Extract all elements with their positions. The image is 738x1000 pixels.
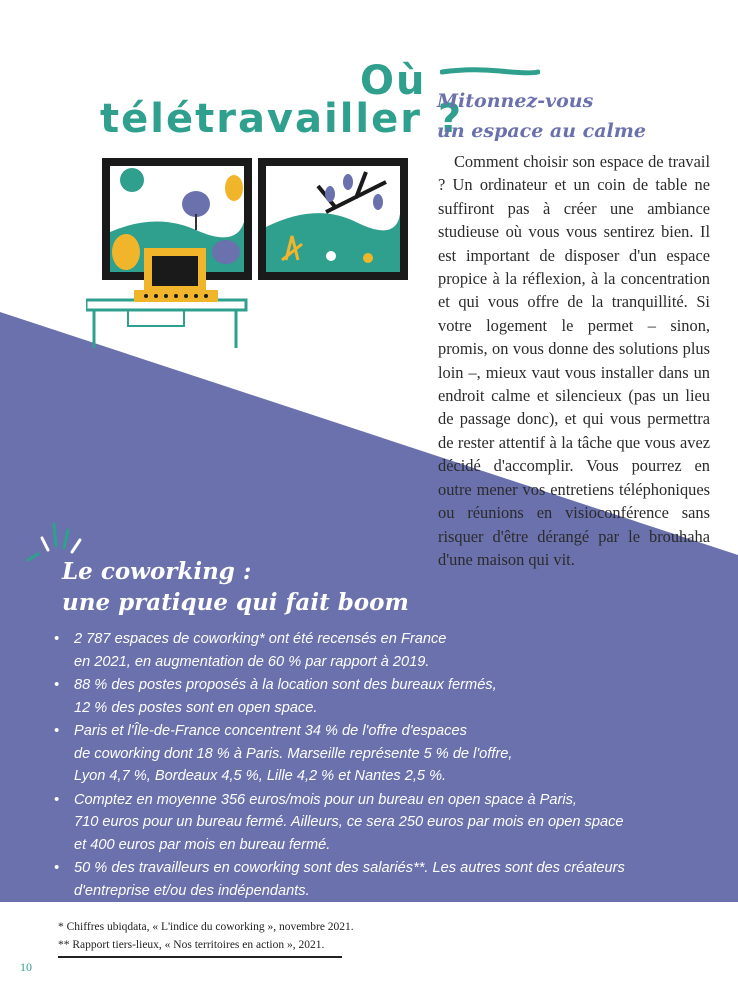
page-number: 10 xyxy=(20,960,32,974)
list-item xyxy=(54,857,694,902)
workspace-illustration xyxy=(86,152,416,352)
list-item-line: d'entreprise et/ou des indépendants. xyxy=(74,882,310,899)
footnotes xyxy=(58,918,354,954)
list-item-line: Lyon 4,7 %, Bordeaux 4,5 %, Lille 4,2 % et Nantes 2,5 %. xyxy=(74,768,447,784)
body-text: Comment choisir son espace de travail ? Un ordinateur et un coin de table ne suffiront pas à créer une ambiance studieuse où vous vous sentirez bien. Il est important de disposer d'un espace propice à la réflexion, à la concentration et qui vous offre de la tranquillité. Si votre logement le permet – sinon, promis, on vous donne des solutions plus loin –, mieux vaut vous installer dans un endroit calme et silencieux (pas un lieu de passage donc), et qui vous permettra de rester attentif à la tâche que vous avez décidé d'accomplir. Vous pourrez en outre mener vos entretiens téléphoniques ou réunions en visioconférence sans risquer d'être dérangé par le brouhaha d'une maison qui vit. xyxy=(438,152,710,569)
list-item xyxy=(54,674,694,719)
list-item xyxy=(54,789,694,857)
list-item-line: et 400 euros par mois en bureau fermé. xyxy=(74,836,331,853)
list-item-line: 12 % des postes sont en open space. xyxy=(74,699,318,716)
list-item-line: 2 787 espaces de coworking* ont été recensés en France xyxy=(74,631,447,647)
section-subheading xyxy=(437,86,717,146)
list-item-line: en 2021, en augmentation de 60 % par rapport à 2019. xyxy=(74,653,430,670)
page-title-line1: Où xyxy=(360,58,427,104)
bullet-icon: • xyxy=(54,860,60,876)
subheading-line2: un espace au calme xyxy=(437,120,646,142)
page-title-line2: télétravailler ? xyxy=(100,96,464,142)
bullet-icon: • xyxy=(54,723,60,739)
list-item xyxy=(54,720,694,788)
coworking-title xyxy=(62,556,409,618)
footnote-1: * Chiffres ubiqdata, « L'indice du coworking », novembre 2021. xyxy=(58,921,354,933)
list-item-line: Comptez en moyenne 356 euros/mois pour un bureau en open space à Paris, xyxy=(74,791,577,808)
footnote-2: ** Rapport tiers-lieux, « Nos territoires en action », 2021. xyxy=(58,939,325,951)
coworking-bullet-list xyxy=(54,628,694,903)
list-item-line: de coworking dont 18 % à Paris. Marseille représente 5 % de l'offre, xyxy=(74,745,513,762)
footnote-divider xyxy=(58,956,342,958)
coworking-title-line2: une pratique qui fait boom xyxy=(62,589,409,616)
bullet-icon: • xyxy=(54,791,60,808)
bullet-icon: • xyxy=(54,677,60,693)
list-item-line: 88 % des postes proposés à la location sont des bureaux fermés, xyxy=(74,677,497,693)
body-paragraph xyxy=(438,150,710,571)
bullet-icon: • xyxy=(54,631,60,647)
coworking-title-line1: Le coworking : xyxy=(62,558,252,585)
subheading-line1: Mitonnez-vous xyxy=(437,90,594,112)
brush-stroke-decoration xyxy=(440,66,540,78)
list-item-line: Paris et l'Île-de-France concentrent 34 % de l'offre d'espaces xyxy=(74,723,467,739)
list-item-line: 50 % des travailleurs en coworking sont des salariés**. Les autres sont des créateurs xyxy=(74,860,625,876)
list-item xyxy=(54,628,694,673)
list-item-line: 710 euros pour un bureau fermé. Ailleurs, ce sera 250 euros par mois en open space xyxy=(74,814,624,830)
